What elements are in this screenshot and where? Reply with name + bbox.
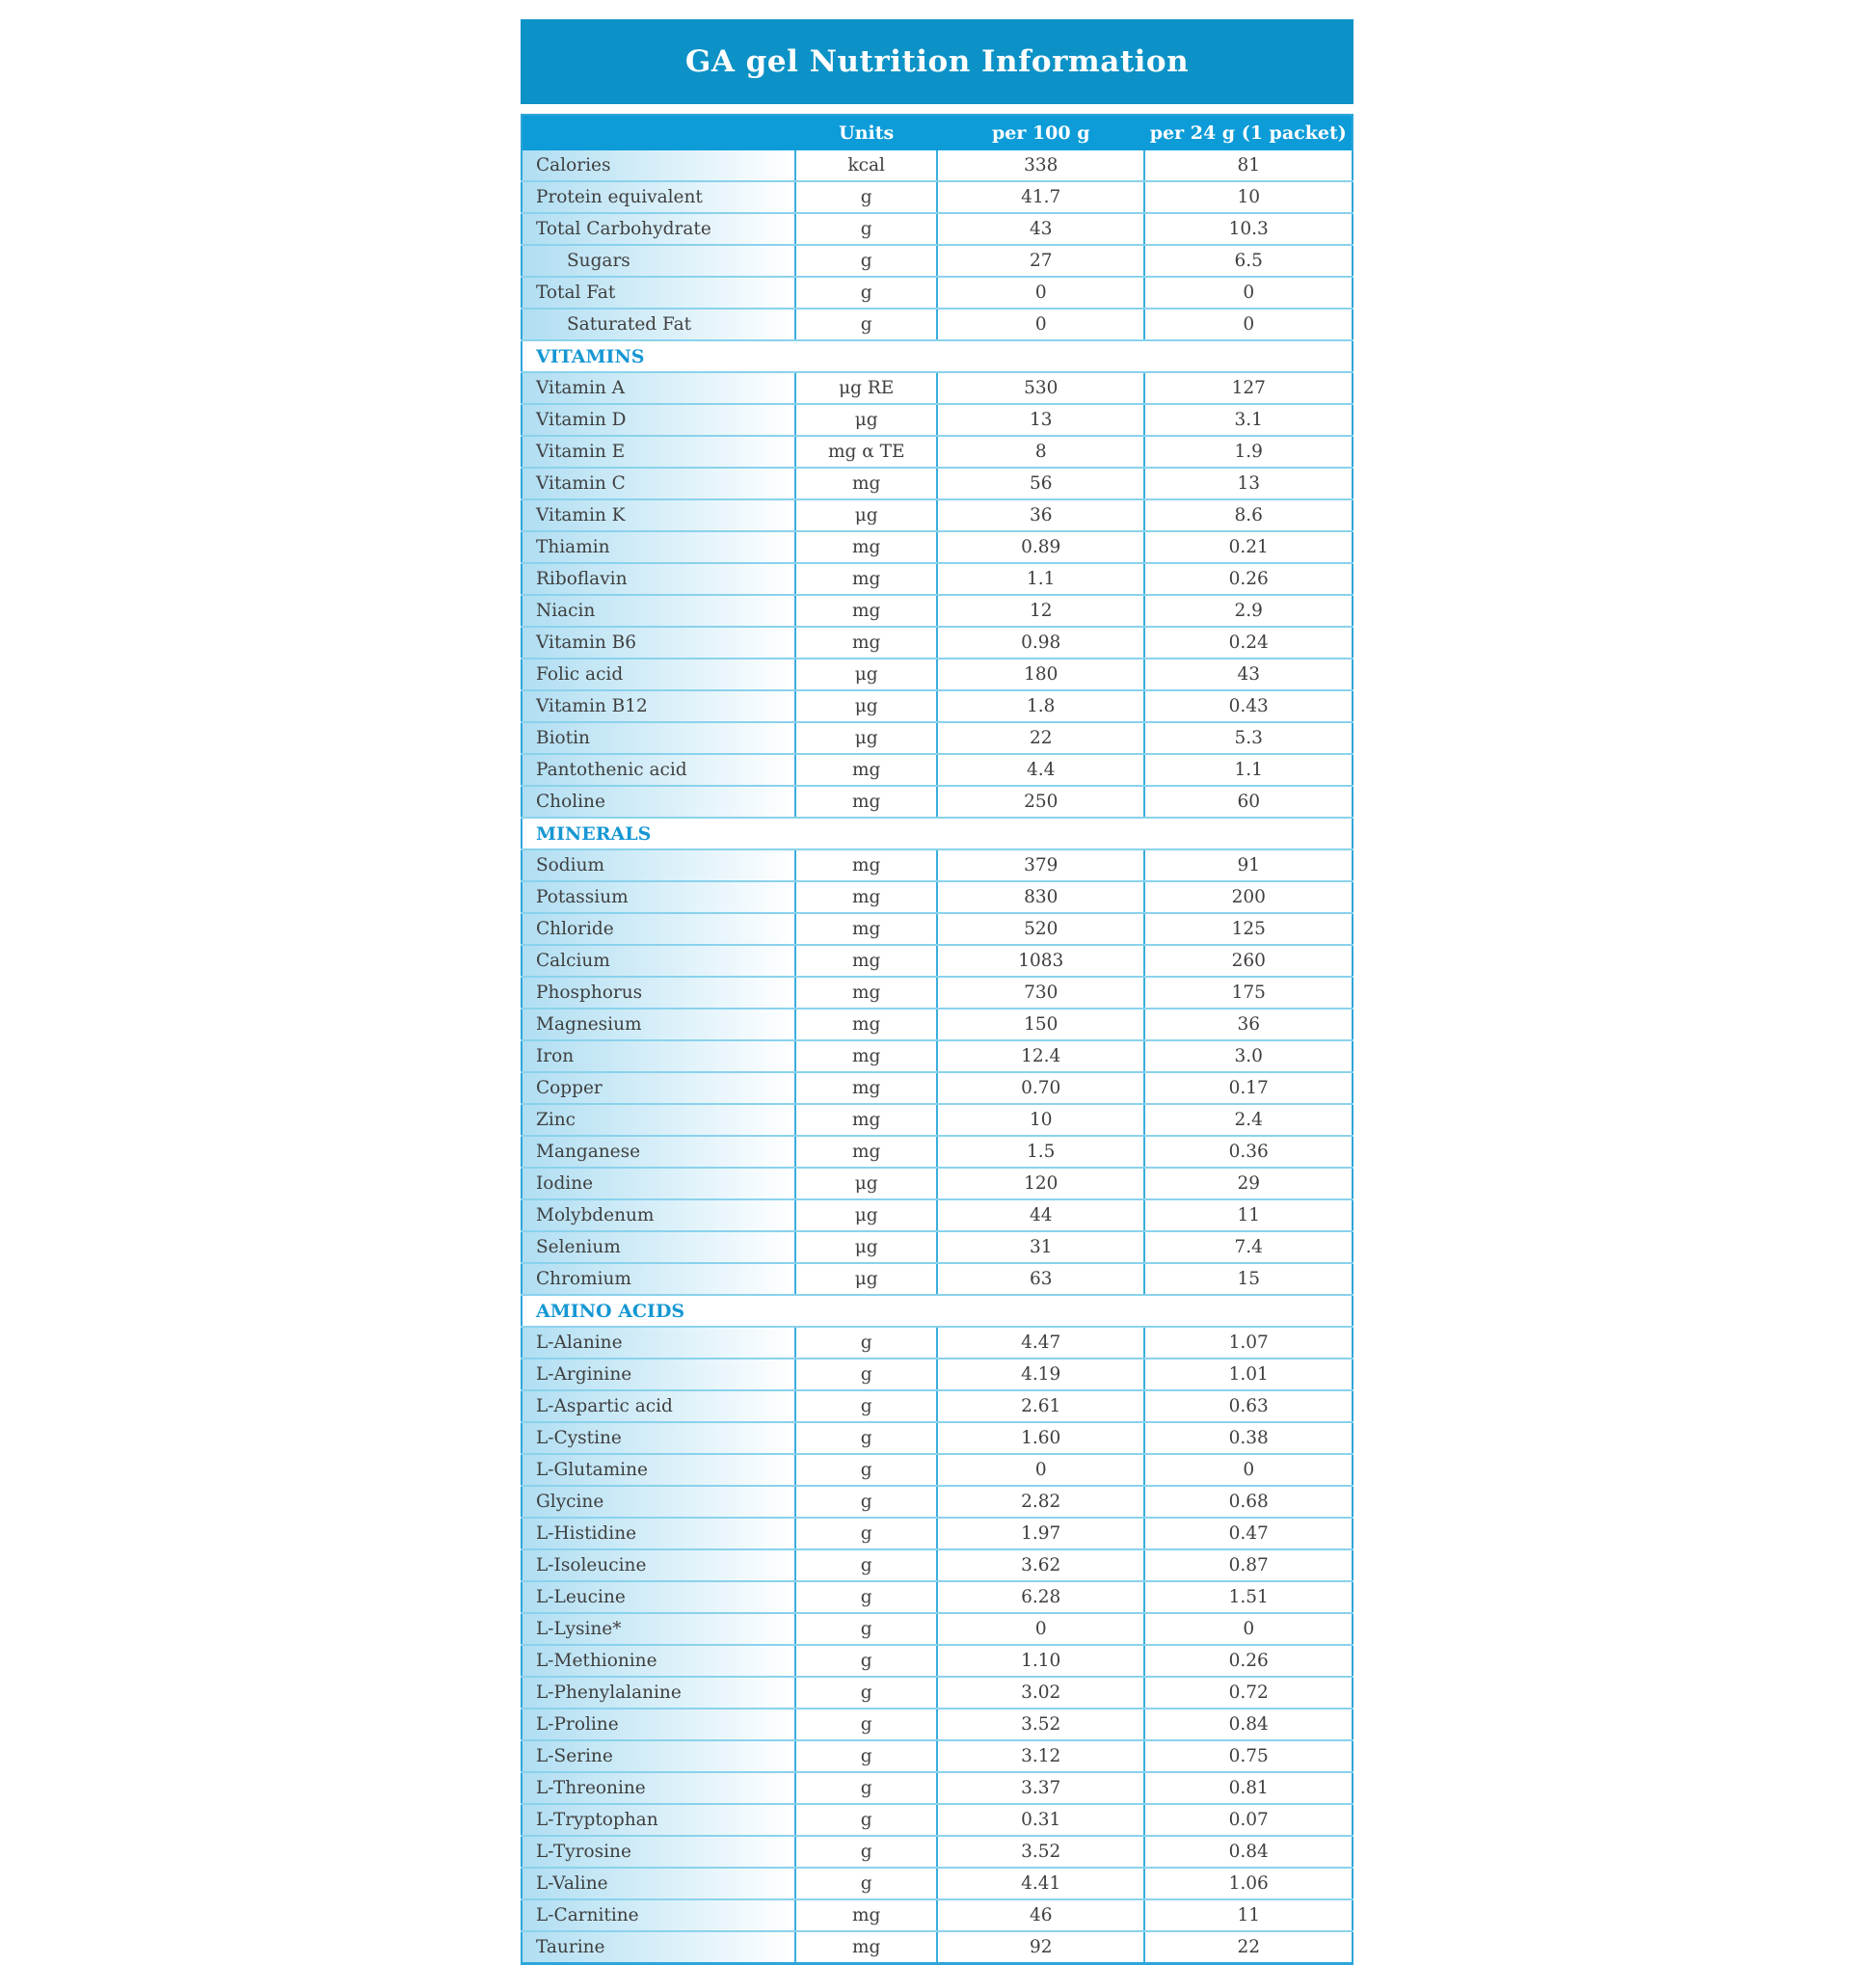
value-per-24g: 29 xyxy=(1144,1168,1353,1199)
value-per-24g: 0 xyxy=(1144,277,1353,309)
table-row xyxy=(522,1518,1353,1549)
value-per-100g: 0.70 xyxy=(937,1072,1145,1104)
nutrient-units: μg xyxy=(795,722,937,754)
nutrient-label: L-Aspartic acid xyxy=(522,1390,795,1422)
section-title: VITAMINS xyxy=(522,340,1353,372)
table-row xyxy=(522,1931,1353,1964)
value-per-24g: 1.1 xyxy=(1144,754,1353,786)
nutrient-label: Manganese xyxy=(522,1136,795,1168)
nutrient-label: Iodine xyxy=(522,1168,795,1199)
section-title: MINERALS xyxy=(522,818,1353,849)
table-row xyxy=(522,181,1353,213)
value-per-100g: 8 xyxy=(937,436,1145,468)
value-per-24g: 0 xyxy=(1144,1454,1353,1486)
nutrient-units: μg xyxy=(795,690,937,722)
value-per-100g: 0.31 xyxy=(937,1804,1145,1836)
nutrient-label: Vitamin A xyxy=(522,372,795,404)
value-per-100g: 36 xyxy=(937,499,1145,531)
nutrient-units: g xyxy=(795,1422,937,1454)
value-per-100g: 31 xyxy=(937,1231,1145,1263)
nutrition-table xyxy=(521,114,1353,1965)
nutrient-label: Molybdenum xyxy=(522,1199,795,1231)
table-row xyxy=(522,786,1353,818)
value-per-24g: 2.9 xyxy=(1144,595,1353,627)
table-row xyxy=(522,1199,1353,1231)
table-row xyxy=(522,404,1353,436)
nutrient-units: g xyxy=(795,1740,937,1772)
table-row xyxy=(522,468,1353,499)
value-per-24g: 127 xyxy=(1144,372,1353,404)
value-per-100g: 530 xyxy=(937,372,1145,404)
nutrient-units: g xyxy=(795,1709,937,1740)
nutrient-units: kcal xyxy=(795,150,937,181)
nutrient-units: g xyxy=(795,1359,937,1390)
nutrient-label: Chloride xyxy=(522,913,795,945)
nutrient-label: Potassium xyxy=(522,881,795,913)
value-per-100g: 0 xyxy=(937,1454,1145,1486)
value-per-24g: 3.0 xyxy=(1144,1040,1353,1072)
value-per-100g: 1.60 xyxy=(937,1422,1145,1454)
value-per-100g: 0 xyxy=(937,277,1145,309)
table-row xyxy=(522,436,1353,468)
value-per-100g: 22 xyxy=(937,722,1145,754)
table-row xyxy=(522,1072,1353,1104)
value-per-24g: 13 xyxy=(1144,468,1353,499)
value-per-100g: 3.02 xyxy=(937,1677,1145,1709)
section-header-row xyxy=(522,1295,1353,1327)
value-per-24g: 81 xyxy=(1144,150,1353,181)
value-per-24g: 11 xyxy=(1144,1899,1353,1931)
value-per-100g: 1.5 xyxy=(937,1136,1145,1168)
value-per-100g: 0.98 xyxy=(937,627,1145,659)
value-per-24g: 0.47 xyxy=(1144,1518,1353,1549)
value-per-24g: 175 xyxy=(1144,977,1353,1009)
table-row xyxy=(522,945,1353,977)
table-row xyxy=(522,1899,1353,1931)
value-per-24g: 1.9 xyxy=(1144,436,1353,468)
value-per-100g: 1083 xyxy=(937,945,1145,977)
value-per-100g: 338 xyxy=(937,150,1145,181)
table-row xyxy=(522,1454,1353,1486)
nutrient-label: Iron xyxy=(522,1040,795,1072)
value-per-100g: 0 xyxy=(937,309,1145,340)
value-per-100g: 3.52 xyxy=(937,1709,1145,1740)
value-per-100g: 2.82 xyxy=(937,1486,1145,1518)
nutrient-units: mg xyxy=(795,754,937,786)
nutrient-label: L-Alanine xyxy=(522,1327,795,1359)
title-bar xyxy=(521,19,1353,104)
nutrient-units: g xyxy=(795,1327,937,1359)
table-row xyxy=(522,722,1353,754)
nutrient-label: Niacin xyxy=(522,595,795,627)
value-per-24g: 36 xyxy=(1144,1009,1353,1040)
nutrient-units: g xyxy=(795,1804,937,1836)
value-per-24g: 0 xyxy=(1144,1613,1353,1645)
nutrient-units: g xyxy=(795,1518,937,1549)
table-row xyxy=(522,309,1353,340)
table-row xyxy=(522,531,1353,563)
value-per-24g: 8.6 xyxy=(1144,499,1353,531)
value-per-100g: 43 xyxy=(937,213,1145,245)
nutrient-units: mg xyxy=(795,1009,937,1040)
column-header-per-24g: per 24 g (1 packet) xyxy=(1144,115,1353,150)
table-row xyxy=(522,1359,1353,1390)
nutrient-label: L-Histidine xyxy=(522,1518,795,1549)
table-row xyxy=(522,1327,1353,1359)
nutrient-units: μg xyxy=(795,1231,937,1263)
nutrient-label: L-Tyrosine xyxy=(522,1836,795,1868)
value-per-24g: 10.3 xyxy=(1144,213,1353,245)
value-per-100g: 92 xyxy=(937,1931,1145,1964)
nutrient-units: g xyxy=(795,245,937,277)
nutrient-label: Zinc xyxy=(522,1104,795,1136)
nutrient-units: g xyxy=(795,1613,937,1645)
value-per-24g: 1.07 xyxy=(1144,1327,1353,1359)
value-per-24g: 1.01 xyxy=(1144,1359,1353,1390)
table-row xyxy=(522,1104,1353,1136)
value-per-100g: 41.7 xyxy=(937,181,1145,213)
nutrient-label: L-Methionine xyxy=(522,1645,795,1677)
value-per-24g: 3.1 xyxy=(1144,404,1353,436)
value-per-24g: 2.4 xyxy=(1144,1104,1353,1136)
nutrient-units: μg xyxy=(795,499,937,531)
value-per-100g: 4.41 xyxy=(937,1868,1145,1899)
nutrient-units: g xyxy=(795,1677,937,1709)
value-per-100g: 12.4 xyxy=(937,1040,1145,1072)
value-per-24g: 0.36 xyxy=(1144,1136,1353,1168)
nutrient-units: g xyxy=(795,1868,937,1899)
value-per-24g: 0.43 xyxy=(1144,690,1353,722)
table-row xyxy=(522,1868,1353,1899)
nutrient-label: Phosphorus xyxy=(522,977,795,1009)
value-per-24g: 0 xyxy=(1144,309,1353,340)
column-header-units: Units xyxy=(795,115,937,150)
nutrient-units: mg xyxy=(795,913,937,945)
nutrient-units: g xyxy=(795,1390,937,1422)
nutrient-label: Riboflavin xyxy=(522,563,795,595)
value-per-24g: 11 xyxy=(1144,1199,1353,1231)
nutrient-label: L-Serine xyxy=(522,1740,795,1772)
nutrient-units: g xyxy=(795,309,937,340)
value-per-24g: 0.75 xyxy=(1144,1740,1353,1772)
table-row xyxy=(522,1613,1353,1645)
table-row xyxy=(522,849,1353,881)
value-per-100g: 4.19 xyxy=(937,1359,1145,1390)
nutrient-units: mg xyxy=(795,977,937,1009)
column-header-blank xyxy=(522,115,795,150)
value-per-100g: 120 xyxy=(937,1168,1145,1199)
table-row xyxy=(522,1390,1353,1422)
table-row xyxy=(522,754,1353,786)
value-per-24g: 5.3 xyxy=(1144,722,1353,754)
nutrient-units: mg xyxy=(795,1040,937,1072)
column-header-row xyxy=(522,115,1353,150)
nutrient-label: Protein equivalent xyxy=(522,181,795,213)
value-per-24g: 125 xyxy=(1144,913,1353,945)
value-per-24g: 6.5 xyxy=(1144,245,1353,277)
nutrient-units: mg xyxy=(795,786,937,818)
nutrient-units: mg xyxy=(795,1104,937,1136)
table-row xyxy=(522,1677,1353,1709)
table-row xyxy=(522,1486,1353,1518)
nutrient-label: L-Phenylalanine xyxy=(522,1677,795,1709)
table-row xyxy=(522,1709,1353,1740)
table-row xyxy=(522,213,1353,245)
section-header-row xyxy=(522,340,1353,372)
value-per-100g: 44 xyxy=(937,1199,1145,1231)
nutrient-label: Total Fat xyxy=(522,277,795,309)
table-row xyxy=(522,690,1353,722)
nutrient-label: L-Carnitine xyxy=(522,1899,795,1931)
table-row xyxy=(522,245,1353,277)
value-per-100g: 250 xyxy=(937,786,1145,818)
nutrient-units: μg xyxy=(795,1199,937,1231)
nutrient-label: Folic acid xyxy=(522,659,795,690)
value-per-100g: 56 xyxy=(937,468,1145,499)
nutrient-units: g xyxy=(795,1645,937,1677)
table-row xyxy=(522,1231,1353,1263)
value-per-24g: 0.21 xyxy=(1144,531,1353,563)
value-per-100g: 1.97 xyxy=(937,1518,1145,1549)
nutrient-label: L-Glutamine xyxy=(522,1454,795,1486)
nutrient-label: Pantothenic acid xyxy=(522,754,795,786)
table-row xyxy=(522,1168,1353,1199)
value-per-24g: 0.26 xyxy=(1144,1645,1353,1677)
nutrient-units: mg xyxy=(795,563,937,595)
nutrient-label: Thiamin xyxy=(522,531,795,563)
table-row xyxy=(522,1581,1353,1613)
value-per-100g: 10 xyxy=(937,1104,1145,1136)
nutrient-units: g xyxy=(795,277,937,309)
value-per-24g: 0.63 xyxy=(1144,1390,1353,1422)
nutrient-label: Vitamin D xyxy=(522,404,795,436)
nutrient-units: mg xyxy=(795,881,937,913)
nutrient-label: Calories xyxy=(522,150,795,181)
nutrient-units: g xyxy=(795,181,937,213)
table-row xyxy=(522,1263,1353,1295)
table-row xyxy=(522,627,1353,659)
nutrient-label: L-Leucine xyxy=(522,1581,795,1613)
nutrient-units: g xyxy=(795,1772,937,1804)
value-per-100g: 12 xyxy=(937,595,1145,627)
table-row xyxy=(522,1740,1353,1772)
nutrient-units: μg xyxy=(795,404,937,436)
nutrient-label: Sugars xyxy=(522,245,795,277)
value-per-24g: 1.51 xyxy=(1144,1581,1353,1613)
nutrient-units: g xyxy=(795,1836,937,1868)
page-title: GA gel Nutrition Information xyxy=(684,44,1190,79)
value-per-24g: 43 xyxy=(1144,659,1353,690)
nutrient-label: Vitamin C xyxy=(522,468,795,499)
table-row xyxy=(522,1422,1353,1454)
value-per-24g: 0.26 xyxy=(1144,563,1353,595)
value-per-24g: 200 xyxy=(1144,881,1353,913)
table-row xyxy=(522,1772,1353,1804)
value-per-100g: 4.4 xyxy=(937,754,1145,786)
nutrient-label: L-Threonine xyxy=(522,1772,795,1804)
value-per-100g: 0 xyxy=(937,1613,1145,1645)
nutrient-units: g xyxy=(795,213,937,245)
nutrient-label: Biotin xyxy=(522,722,795,754)
value-per-24g: 7.4 xyxy=(1144,1231,1353,1263)
nutrient-units: μg xyxy=(795,1263,937,1295)
table-row xyxy=(522,499,1353,531)
nutrient-label: L-Arginine xyxy=(522,1359,795,1390)
value-per-24g: 0.81 xyxy=(1144,1772,1353,1804)
value-per-100g: 520 xyxy=(937,913,1145,945)
nutrient-label: L-Proline xyxy=(522,1709,795,1740)
value-per-100g: 6.28 xyxy=(937,1581,1145,1613)
value-per-100g: 2.61 xyxy=(937,1390,1145,1422)
table-row xyxy=(522,1136,1353,1168)
nutrient-label: L-Lysine* xyxy=(522,1613,795,1645)
value-per-100g: 1.8 xyxy=(937,690,1145,722)
value-per-24g: 0.17 xyxy=(1144,1072,1353,1104)
nutrient-units: g xyxy=(795,1549,937,1581)
nutrient-units: mg xyxy=(795,1072,937,1104)
table-row xyxy=(522,277,1353,309)
nutrient-units: mg xyxy=(795,1136,937,1168)
value-per-100g: 27 xyxy=(937,245,1145,277)
table-row xyxy=(522,1549,1353,1581)
nutrient-units: mg xyxy=(795,627,937,659)
nutrient-label: Vitamin K xyxy=(522,499,795,531)
value-per-100g: 1.10 xyxy=(937,1645,1145,1677)
nutrient-units: mg xyxy=(795,468,937,499)
table-row xyxy=(522,913,1353,945)
value-per-100g: 3.12 xyxy=(937,1740,1145,1772)
table-row xyxy=(522,150,1353,181)
nutrient-label: Glycine xyxy=(522,1486,795,1518)
nutrient-units: mg xyxy=(795,1899,937,1931)
nutrient-units: g xyxy=(795,1454,937,1486)
value-per-24g: 0.68 xyxy=(1144,1486,1353,1518)
value-per-24g: 0.07 xyxy=(1144,1804,1353,1836)
table-row xyxy=(522,1804,1353,1836)
table-row xyxy=(522,1040,1353,1072)
nutrient-label: Saturated Fat xyxy=(522,309,795,340)
value-per-24g: 0.84 xyxy=(1144,1836,1353,1868)
nutrient-label: Calcium xyxy=(522,945,795,977)
value-per-24g: 10 xyxy=(1144,181,1353,213)
nutrient-label: L-Cystine xyxy=(522,1422,795,1454)
value-per-100g: 150 xyxy=(937,1009,1145,1040)
table-row xyxy=(522,372,1353,404)
table-row xyxy=(522,659,1353,690)
table-row xyxy=(522,563,1353,595)
value-per-100g: 4.47 xyxy=(937,1327,1145,1359)
table-row xyxy=(522,1836,1353,1868)
table-row xyxy=(522,1009,1353,1040)
nutrient-units: mg xyxy=(795,531,937,563)
nutrient-label: Copper xyxy=(522,1072,795,1104)
column-header-per-100g: per 100 g xyxy=(937,115,1145,150)
nutrient-label: Vitamin B6 xyxy=(522,627,795,659)
nutrient-units: g xyxy=(795,1486,937,1518)
nutrient-units: mg xyxy=(795,849,937,881)
value-per-100g: 46 xyxy=(937,1899,1145,1931)
nutrient-label: L-Tryptophan xyxy=(522,1804,795,1836)
nutrient-label: L-Isoleucine xyxy=(522,1549,795,1581)
nutrient-units: μg xyxy=(795,659,937,690)
value-per-100g: 3.37 xyxy=(937,1772,1145,1804)
nutrient-label: Choline xyxy=(522,786,795,818)
nutrient-label: Vitamin B12 xyxy=(522,690,795,722)
table-row xyxy=(522,881,1353,913)
value-per-100g: 3.62 xyxy=(937,1549,1145,1581)
value-per-24g: 60 xyxy=(1144,786,1353,818)
value-per-100g: 63 xyxy=(937,1263,1145,1295)
nutrient-units: mg xyxy=(795,595,937,627)
nutrient-label: Magnesium xyxy=(522,1009,795,1040)
nutrient-label: Sodium xyxy=(522,849,795,881)
table-row xyxy=(522,977,1353,1009)
value-per-100g: 180 xyxy=(937,659,1145,690)
value-per-24g: 260 xyxy=(1144,945,1353,977)
table-row xyxy=(522,1645,1353,1677)
value-per-24g: 91 xyxy=(1144,849,1353,881)
nutrient-label: Vitamin E xyxy=(522,436,795,468)
nutrient-units: mg xyxy=(795,1931,937,1964)
nutrient-label: Total Carbohydrate xyxy=(522,213,795,245)
value-per-24g: 0.38 xyxy=(1144,1422,1353,1454)
nutrient-label: Selenium xyxy=(522,1231,795,1263)
value-per-100g: 379 xyxy=(937,849,1145,881)
nutrient-label: Taurine xyxy=(522,1931,795,1964)
value-per-24g: 0.84 xyxy=(1144,1709,1353,1740)
value-per-100g: 13 xyxy=(937,404,1145,436)
value-per-24g: 15 xyxy=(1144,1263,1353,1295)
nutrient-units: mg α TE xyxy=(795,436,937,468)
value-per-24g: 0.72 xyxy=(1144,1677,1353,1709)
section-title: AMINO ACIDS xyxy=(522,1295,1353,1327)
section-header-row xyxy=(522,818,1353,849)
nutrient-units: μg RE xyxy=(795,372,937,404)
value-per-100g: 1.1 xyxy=(937,563,1145,595)
value-per-100g: 3.52 xyxy=(937,1836,1145,1868)
nutrient-units: mg xyxy=(795,945,937,977)
nutrient-units: μg xyxy=(795,1168,937,1199)
value-per-24g: 0.24 xyxy=(1144,627,1353,659)
value-per-24g: 0.87 xyxy=(1144,1549,1353,1581)
value-per-24g: 22 xyxy=(1144,1931,1353,1964)
table-row xyxy=(522,595,1353,627)
value-per-24g: 1.06 xyxy=(1144,1868,1353,1899)
value-per-100g: 730 xyxy=(937,977,1145,1009)
nutrient-units: g xyxy=(795,1581,937,1613)
value-per-100g: 0.89 xyxy=(937,531,1145,563)
nutrient-label: L-Valine xyxy=(522,1868,795,1899)
nutrient-label: Chromium xyxy=(522,1263,795,1295)
value-per-100g: 830 xyxy=(937,881,1145,913)
